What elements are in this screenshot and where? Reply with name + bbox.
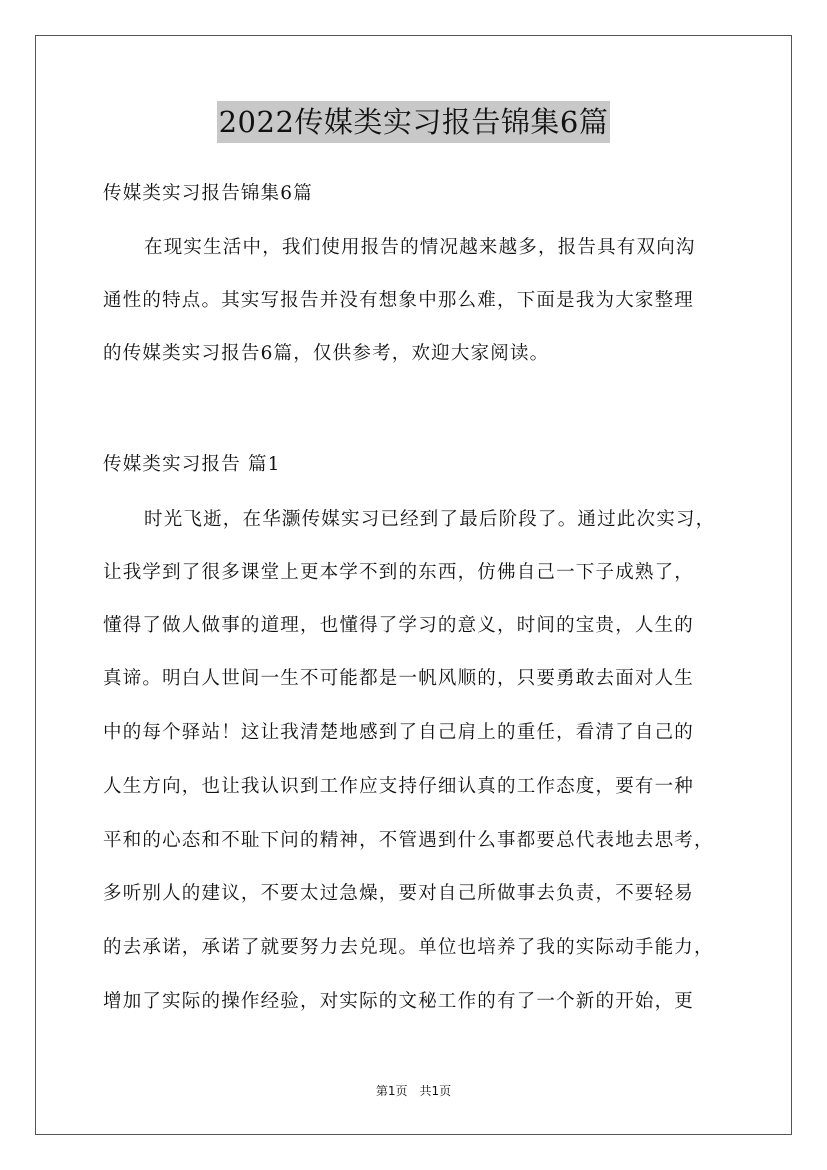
document-subtitle: 传媒类实习报告锦集6篇 [103,183,313,204]
body-line-3: 懂得了做人做事的道理，也懂得了学习的意义，时间的宝贵，人生的 [103,615,695,636]
section-heading: 传媒类实习报告 篇1 [103,454,281,475]
body-line-1: 时光飞逝，在华灏传媒实习已经到了最后阶段了。通过此次实习， [144,509,716,530]
body-line-4: 真谛。明白人世间一生不可能都是一帆风顺的，只要勇敢去面对人生 [103,668,695,689]
intro-line-1: 在现实生活中，我们使用报告的情况越来越多，报告具有双向沟 [144,237,696,258]
page-number: 第1页 共1页 [375,1084,452,1098]
body-line-7: 平和的心态和不耻下问的精神，不管遇到什么事都要总代表地去思考， [103,830,714,851]
body-line-8: 多听别人的建议，不要太过急燥，要对自己所做事去负责，不要轻易 [103,883,695,904]
document-title [0,101,827,143]
intro-line-3: 的传媒类实习报告6篇，仅供参考，欢迎大家阅读。 [103,343,550,364]
intro-line-2: 通性的特点。其实写报告并没有想象中那么难，下面是我为大家整理 [103,290,695,311]
body-line-2: 让我学到了很多课堂上更本学不到的东西，仿佛自己一下子成熟了， [103,562,695,583]
body-line-9: 的去承诺，承诺了就要努力去兑现。单位也培养了我的实际动手能力， [103,937,714,958]
body-line-5: 中的每个驿站！这让我清楚地感到了自己肩上的重任，看清了自己的 [103,722,695,743]
document-title-text: 2022传媒类实习报告锦集6篇 [217,101,611,143]
body-line-6: 人生方向，也让我认识到工作应支持仔细认真的工作态度，要有一种 [103,776,695,797]
body-line-10: 增加了实际的操作经验，对实际的文秘工作的有了一个新的开始，更 [103,991,695,1012]
